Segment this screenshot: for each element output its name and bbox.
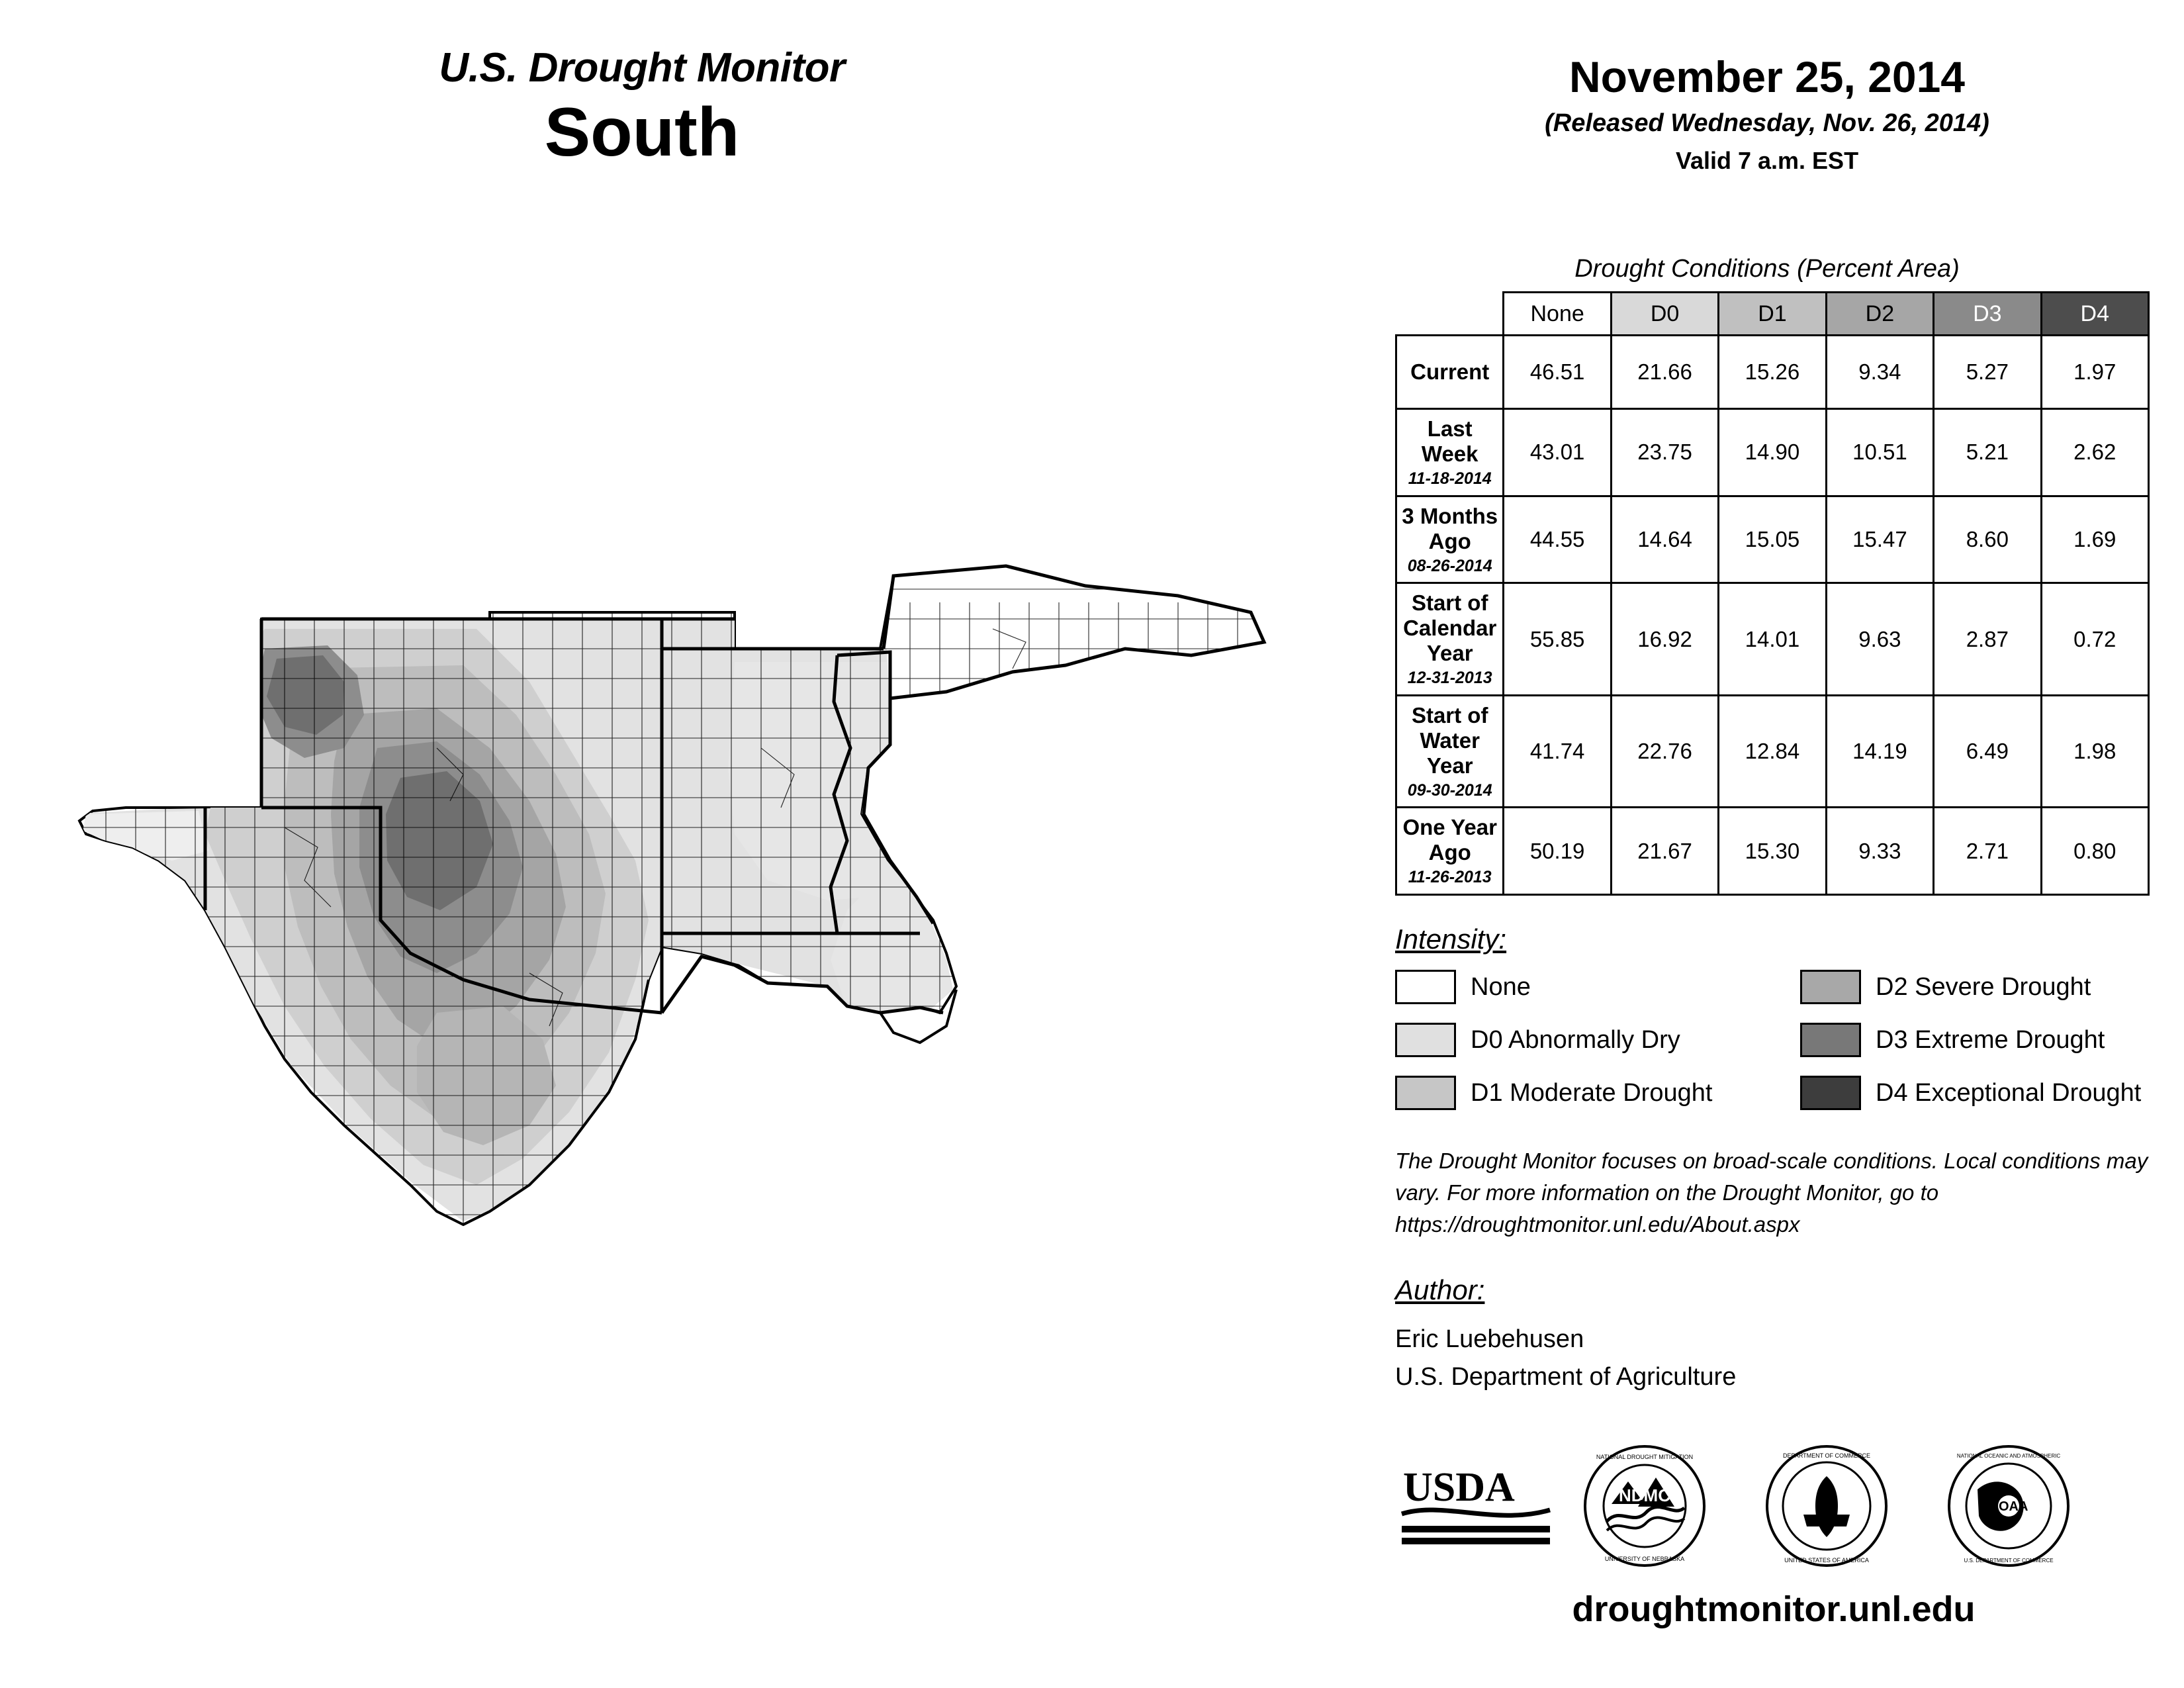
page-title: U.S. Drought Monitor — [439, 45, 845, 91]
disclaimer-text: The Drought Monitor focuses on broad-scale conditions. Local conditions may vary. For more information on the Drought Monitor, go to https://droughtmonitor.unl.edu/About.aspx — [1395, 1149, 2148, 1237]
date-block — [1377, 53, 2158, 175]
legend-item-d2 — [1800, 970, 2091, 1004]
cell-current-d4: 1.97 — [2041, 336, 2148, 409]
info-panel — [1377, 0, 2184, 1688]
table-row — [1396, 808, 2149, 895]
cell-calyear-none: 55.85 — [1504, 583, 1611, 696]
table-row — [1396, 409, 2149, 496]
cell-lastweek-d1: 14.90 — [1719, 409, 1826, 496]
ndmc-logo — [1582, 1443, 1707, 1572]
cell-oneyear-d0: 21.67 — [1611, 808, 1718, 895]
row-label-text: Current — [1410, 359, 1490, 385]
row-label-start-water-year — [1396, 695, 1504, 808]
header-d0: D0 — [1611, 293, 1718, 336]
legend-label-d3: D3 Extreme Drought — [1876, 1025, 2105, 1054]
row-label-text-line2: Water Year — [1420, 727, 1480, 778]
cell-current-d3: 5.27 — [1934, 336, 2041, 409]
intensity-legend-title: Intensity: — [1395, 923, 1507, 955]
cell-wateryear-d4: 1.98 — [2041, 695, 2148, 808]
row-label-start-calendar-year — [1396, 583, 1504, 696]
region-title: South — [544, 94, 740, 171]
row-label-date: 11-26-2013 — [1408, 868, 1492, 887]
cell-3months-d0: 14.64 — [1611, 496, 1718, 583]
cell-current-none: 46.51 — [1504, 336, 1611, 409]
valid-date: November 25, 2014 — [1569, 52, 1966, 101]
legend-swatch-none — [1395, 970, 1456, 1004]
legend-swatch-d1 — [1395, 1076, 1456, 1110]
footer-url[interactable]: droughtmonitor.unl.edu — [1572, 1589, 1976, 1629]
cell-3months-d1: 15.05 — [1719, 496, 1826, 583]
cell-wateryear-d0: 22.76 — [1611, 695, 1718, 808]
cell-3months-d3: 8.60 — [1934, 496, 2041, 583]
row-label-date: 08-26-2014 — [1407, 556, 1492, 575]
legend-item-d4 — [1800, 1076, 2141, 1110]
legend-label-d4: D4 Exceptional Drought — [1876, 1078, 2142, 1107]
row-label-one-year-ago — [1396, 808, 1504, 895]
svg-text:NATIONAL DROUGHT MITIGATION: NATIONAL DROUGHT MITIGATION — [1596, 1454, 1694, 1460]
author-block — [1395, 1321, 1736, 1396]
row-label-text: 3 Months Ago — [1402, 503, 1498, 553]
cell-oneyear-none: 50.19 — [1504, 808, 1611, 895]
svg-text:NDMC: NDMC — [1619, 1485, 1670, 1505]
svg-text:NOAA: NOAA — [1989, 1499, 2028, 1514]
cell-calyear-d1: 14.01 — [1719, 583, 1826, 696]
cell-current-d2: 9.34 — [1826, 336, 1933, 409]
legend-item-none — [1395, 970, 1531, 1004]
row-label-text: Last Week — [1421, 416, 1479, 466]
row-label-text-line1: Start of — [1411, 702, 1488, 727]
svg-text:NATIONAL OCEANIC AND ATMOSPHER: NATIONAL OCEANIC AND ATMOSPHERIC — [1956, 1453, 2061, 1459]
svg-text:UNIVERSITY OF NEBRASKA: UNIVERSITY OF NEBRASKA — [1604, 1556, 1685, 1562]
legend-label-d2: D2 Severe Drought — [1876, 972, 2091, 1001]
legend-swatch-d4 — [1800, 1076, 1861, 1110]
doc-logo — [1764, 1443, 1889, 1572]
cell-wateryear-d1: 12.84 — [1719, 695, 1826, 808]
author-affiliation: U.S. Department of Agriculture — [1395, 1363, 1737, 1391]
table-row — [1396, 583, 2149, 696]
cell-wateryear-d3: 6.49 — [1934, 695, 2041, 808]
legend-item-d3 — [1800, 1023, 2105, 1057]
legend-swatch-d3 — [1800, 1023, 1861, 1057]
table-row — [1396, 496, 2149, 583]
row-label-date: 11-18-2014 — [1408, 469, 1492, 488]
cell-lastweek-none: 43.01 — [1504, 409, 1611, 496]
cell-oneyear-d4: 0.80 — [2041, 808, 2148, 895]
release-date: (Released Wednesday, Nov. 26, 2014) — [1545, 109, 1989, 137]
cell-3months-d4: 1.69 — [2041, 496, 2148, 583]
usda-logo — [1396, 1453, 1562, 1562]
cell-calyear-d0: 16.92 — [1611, 583, 1718, 696]
row-label-last-week — [1396, 409, 1504, 496]
cell-current-d1: 15.26 — [1719, 336, 1826, 409]
table-row — [1396, 695, 2149, 808]
row-label-3-months-ago — [1396, 496, 1504, 583]
cell-wateryear-d2: 14.19 — [1826, 695, 1933, 808]
noaa-logo — [1946, 1443, 2071, 1572]
legend-label-d0: D0 Abnormally Dry — [1471, 1025, 1680, 1054]
row-label-date: 09-30-2014 — [1407, 780, 1492, 800]
svg-text:USDA: USDA — [1403, 1465, 1515, 1510]
cell-lastweek-d0: 23.75 — [1611, 409, 1718, 496]
svg-text:U.S. DEPARTMENT OF COMMERCE: U.S. DEPARTMENT OF COMMERCE — [1964, 1558, 2054, 1564]
cell-oneyear-d3: 2.71 — [1934, 808, 2041, 895]
logo-row — [1390, 1440, 2171, 1572]
row-label-current — [1396, 336, 1504, 409]
cell-lastweek-d4: 2.62 — [2041, 409, 2148, 496]
header-corner-blank — [1396, 293, 1504, 336]
author-name: Eric Luebehusen — [1395, 1325, 1584, 1353]
cell-oneyear-d1: 15.30 — [1719, 808, 1826, 895]
cell-wateryear-none: 41.74 — [1504, 695, 1611, 808]
cell-calyear-d3: 2.87 — [1934, 583, 2041, 696]
svg-text:DEPARTMENT OF COMMERCE: DEPARTMENT OF COMMERCE — [1782, 1452, 1871, 1459]
legend-label-d1: D1 Moderate Drought — [1471, 1078, 1713, 1107]
cell-oneyear-d2: 9.33 — [1826, 808, 1933, 895]
drought-map — [66, 549, 1324, 1311]
header-none: None — [1504, 293, 1611, 336]
valid-time: Valid 7 a.m. EST — [1675, 146, 1859, 174]
row-label-text-line1: Start of — [1411, 590, 1488, 616]
row-label-text: One Year Ago — [1402, 815, 1497, 865]
svg-text:UNITED STATES OF AMERICA: UNITED STATES OF AMERICA — [1784, 1557, 1869, 1564]
cell-lastweek-d2: 10.51 — [1826, 409, 1933, 496]
title-block — [238, 46, 1046, 170]
table-header-row — [1396, 293, 2149, 336]
cell-3months-none: 44.55 — [1504, 496, 1611, 583]
legend-item-d1 — [1395, 1076, 1712, 1110]
legend-swatch-d2 — [1800, 970, 1861, 1004]
row-label-text-line2: Calendar Year — [1403, 616, 1497, 666]
drought-intensity-layer — [83, 619, 953, 1221]
cell-calyear-d2: 9.63 — [1826, 583, 1933, 696]
header-d4: D4 — [2041, 293, 2148, 336]
cell-calyear-d4: 0.72 — [2041, 583, 2148, 696]
table-caption: Drought Conditions (Percent Area) — [1574, 255, 1960, 283]
header-d3: D3 — [1934, 293, 2041, 336]
table-row — [1396, 336, 2149, 409]
header-d1: D1 — [1719, 293, 1826, 336]
author-title: Author: — [1395, 1274, 1485, 1305]
cell-current-d0: 21.66 — [1611, 336, 1718, 409]
cell-3months-d2: 15.47 — [1826, 496, 1933, 583]
row-label-date: 12-31-2013 — [1407, 669, 1492, 688]
cell-lastweek-d3: 5.21 — [1934, 409, 2041, 496]
legend-label-none: None — [1471, 972, 1531, 1001]
legend-item-d0 — [1395, 1023, 1680, 1057]
drought-conditions-table — [1395, 291, 2150, 896]
header-d2: D2 — [1826, 293, 1933, 336]
legend-swatch-d0 — [1395, 1023, 1456, 1057]
